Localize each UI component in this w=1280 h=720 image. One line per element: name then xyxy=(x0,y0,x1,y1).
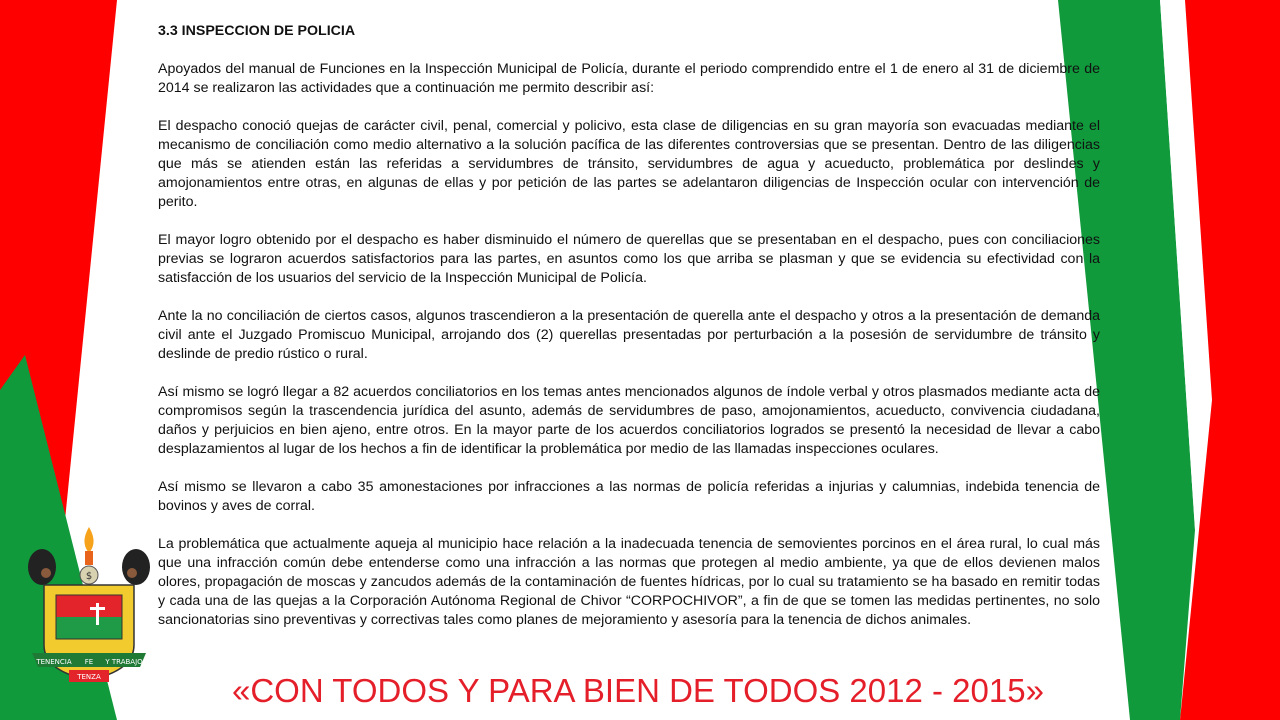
paragraph: La problemática que actualmente aqueja al municipio hace relación a la inadecuada tenencia de semovientes porcinos en el área rural, lo cual más que una infracción común debe entenderse como una infracción a las normas que protegen al medio ambiente, ya que de ellos devienen malos olores, propagación de moscas y zancudos además de la contaminación de fuentes hídricas, por lo cual su tratamiento se ha basado en remitir todas y cada una de las quejas a la Corporación Autónoma Regional de Chivor “CORPOCHIVOR”, a fin de que se tomen las medidas pertinentes, no solo sancionatorias sino preventivas y correctivas tales como planes de mejoramiento y asesoría para la tenencia de dichos animales. xyxy=(158,536,1100,628)
paragraph: El mayor logro obtenido por el despacho es haber disminuido el número de querellas que se presentaban en el despacho, pues con conciliaciones previas se lograron acuerdos satisfactorios para las partes, en asuntos como los que arriba se plasman y que se evidencia su efectividad con la satisfacción de los usuarios del servicio de la Inspección Municipal de Policía. xyxy=(158,232,1100,286)
right-figure xyxy=(122,549,150,585)
paragraph: Así mismo se llevaron a cabo 35 amonestaciones por infracciones a las normas de policía referidas a injurias y calumnias, indebida tenencia de bovinos y aves de corral. xyxy=(158,479,1100,514)
paragraph: Ante la no conciliación de ciertos casos, algunos trascendieron a la presentación de querella ante el despacho y otros a la presentación de demanda civil ante el Juzgado Promiscuo Municipal, arrojando dos (2) querellas presentadas por perturbación a la posesión de servidumbre de tránsito y deslinde de predio rústico o rural. xyxy=(158,308,1100,362)
paragraph: Apoyados del manual de Funciones en la Inspección Municipal de Policía, durante el periodo comprendido entre el 1 de enero al 31 de diciembre de 2014 se realizaron las actividades que a continuación me permito describir así: xyxy=(158,61,1100,96)
crest-motto-left: TENENCIA xyxy=(36,658,72,666)
crest-town-name: TENZA xyxy=(77,673,101,681)
crest-motto-right: Y TRABAJO xyxy=(105,658,143,666)
left-figure xyxy=(28,549,56,585)
crest-motto-mid: FE xyxy=(84,658,94,666)
coat-of-arms-logo xyxy=(24,525,154,690)
paragraph: El despacho conoció quejas de carácter civil, penal, comercial y policivo, esta clase de diligencias en su gran mayoría son evacuadas mediante el mecanismo de conciliación como medio alternativo a la solución pacífica de las diferentes controversias que se presentan. Dentro de las diligencias que más se atienden están las referidas a servidumbres de tránsito, servidumbres de agua y acueducto, problemática por deslindes y amojonamientos entre otras, en algunas de ellas y por petición de las partes se adelantaron diligencias de Inspección ocular con intervención de perito. xyxy=(158,118,1100,210)
footer-slogan: «CON TODOS Y PARA BIEN DE TODOS 2012 - 2015» xyxy=(232,672,1044,709)
document-body xyxy=(158,22,1100,630)
paragraph: Así mismo se logró llegar a 82 acuerdos conciliatorios en los temas antes mencionados algunos de índole verbal y otros plasmados mediante acta de compromisos según la trascendencia jurídica del asunto, además de servidumbres de paso, amojonamientos, acueducto, convivencia ciudadana, daños y perjuicios en bien ajeno, entre otros. En la mayor parte de los acuerdos conciliatorios logrados se presentó la necesidad de llevar a cabo desplazamientos al lugar de los hechos a fin de identificar la problemática por medio de las llamadas inspecciones oculares. xyxy=(158,384,1100,457)
flame-icon xyxy=(84,527,93,553)
svg-text:$: $ xyxy=(85,571,93,582)
section-heading: 3.3 INSPECCION DE POLICIA xyxy=(158,23,356,39)
